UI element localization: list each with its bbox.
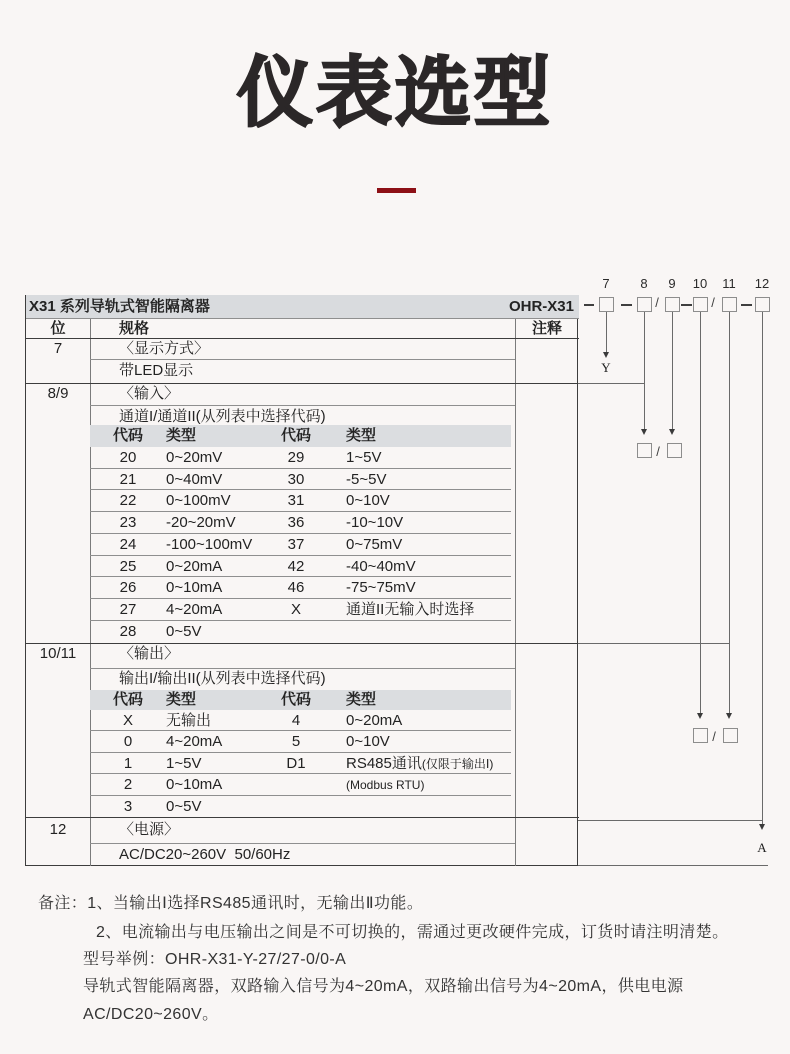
pos-value-7: 7 bbox=[53, 340, 63, 357]
digit-label-8: 8 bbox=[640, 276, 648, 291]
table-row bbox=[90, 490, 511, 512]
note-example-model: 型号举例：OHR-X31-Y-27/27-0/0-A bbox=[83, 951, 347, 968]
row-connector-power bbox=[578, 820, 762, 821]
table-row bbox=[90, 731, 511, 752]
table-row bbox=[90, 710, 511, 731]
note-line-1: 备注：1、当输出Ⅰ选择RS485通讯时，无输出Ⅱ功能。 bbox=[38, 895, 424, 912]
pos-value-8-9: 8/9 bbox=[47, 385, 69, 402]
note-example-desc-2: AC/DC20~260V。 bbox=[83, 1006, 219, 1023]
spec-label-output: 〈输出〉 bbox=[119, 645, 180, 662]
column-header-pos: 位 bbox=[50, 320, 66, 337]
output-table-header bbox=[90, 690, 511, 710]
code-cell: 31 bbox=[287, 492, 305, 510]
code-cell bbox=[256, 774, 336, 796]
type-cell: 0~10V bbox=[346, 492, 390, 510]
type-cell: -20~20mV bbox=[166, 514, 236, 532]
answer-box-11 bbox=[723, 728, 738, 743]
column-header-note: 注释 bbox=[531, 320, 562, 337]
col-type1: 类型 bbox=[166, 427, 197, 444]
digit-label-12: 12 bbox=[754, 276, 770, 291]
series-title: X31 系列导轨式智能隔离器 bbox=[29, 298, 210, 315]
table-row bbox=[90, 577, 511, 599]
arrow-down-icon bbox=[603, 352, 609, 358]
code-box-9 bbox=[665, 297, 680, 312]
col-type1: 类型 bbox=[166, 691, 197, 708]
table-line bbox=[26, 338, 579, 339]
output-code-table bbox=[90, 710, 511, 817]
code-cell: 1 bbox=[123, 754, 133, 772]
code-cell: 21 bbox=[119, 470, 137, 488]
answer-box-10 bbox=[693, 728, 708, 743]
input-code-table bbox=[90, 447, 511, 642]
col-type2: 类型 bbox=[346, 691, 377, 708]
code-cell bbox=[256, 621, 336, 643]
table-row bbox=[90, 753, 511, 774]
table-line bbox=[90, 405, 515, 406]
dash-separator bbox=[621, 304, 632, 306]
type-cell: 1~5V bbox=[346, 449, 382, 466]
code-cell: 36 bbox=[287, 514, 305, 532]
code-box-8 bbox=[637, 297, 652, 312]
type-cell bbox=[336, 710, 511, 732]
type-cell: -10~10V bbox=[346, 514, 404, 532]
type-cell: 0~20mA bbox=[166, 557, 223, 575]
type-cell: 0~100mV bbox=[166, 492, 231, 510]
slash-separator: / bbox=[656, 444, 660, 459]
type-cell: 4~20mA bbox=[166, 733, 223, 751]
type-text: RS485通讯 bbox=[346, 754, 422, 772]
column-divider bbox=[515, 318, 516, 866]
col-type2: 类型 bbox=[346, 427, 377, 444]
type-cell: 0~10mA bbox=[166, 776, 223, 794]
arrow-down-icon bbox=[641, 429, 647, 435]
table-row bbox=[90, 774, 511, 795]
col-code2: 代码 bbox=[280, 691, 311, 708]
table-row bbox=[90, 621, 511, 643]
table-bottom-extension bbox=[578, 865, 768, 866]
table-line bbox=[90, 359, 515, 360]
leader-line-7 bbox=[606, 312, 607, 352]
slash-separator: / bbox=[712, 729, 716, 744]
type-cell: -75~75mV bbox=[346, 579, 416, 597]
code-cell: 23 bbox=[119, 514, 137, 532]
page-title: 仪表选型 bbox=[237, 51, 553, 136]
type-cell: 0~5V bbox=[166, 797, 202, 815]
row-connector-output bbox=[578, 643, 729, 644]
digit-label-7: 7 bbox=[602, 276, 610, 291]
code-cell: X bbox=[122, 712, 133, 729]
type-cell: 0~5V bbox=[166, 622, 202, 640]
arrow-down-icon bbox=[669, 429, 675, 435]
code-cell: 27 bbox=[119, 601, 137, 619]
model-prefix: OHR-X31 bbox=[508, 298, 574, 315]
type-cell: -5~5V bbox=[346, 470, 387, 488]
dash-separator bbox=[584, 304, 594, 306]
code-cell: 29 bbox=[287, 449, 305, 466]
code-cell: 46 bbox=[287, 579, 305, 597]
code-cell: 22 bbox=[119, 492, 137, 510]
arrow-down-icon bbox=[697, 713, 703, 719]
code-cell: 3 bbox=[123, 797, 133, 815]
table-line bbox=[26, 318, 579, 319]
type-text: 0~20mA bbox=[346, 712, 403, 729]
leader-line-11 bbox=[729, 312, 730, 713]
title-underline-accent bbox=[377, 188, 416, 193]
type-text: 0~10V bbox=[346, 733, 390, 751]
col-code1: 代码 bbox=[112, 691, 143, 708]
table-row bbox=[90, 599, 511, 621]
spec-subtitle-input: 通道I/通道II(从列表中选择代码) bbox=[119, 408, 326, 425]
type-cell bbox=[336, 774, 511, 796]
column-header-spec: 规格 bbox=[119, 320, 150, 337]
table-line bbox=[90, 843, 515, 844]
code-cell: 2 bbox=[123, 776, 133, 794]
leader-line-8 bbox=[644, 312, 645, 429]
code-box-7 bbox=[599, 297, 614, 312]
type-note: (Modbus RTU) bbox=[346, 778, 425, 793]
code-cell: 0 bbox=[123, 733, 133, 751]
table-row bbox=[90, 534, 511, 556]
leader-line-12 bbox=[762, 312, 763, 824]
code-cell: 37 bbox=[287, 535, 305, 553]
answer-box-8 bbox=[637, 443, 652, 458]
type-cell bbox=[336, 796, 511, 817]
col-code2: 代码 bbox=[280, 427, 311, 444]
leader-line-9 bbox=[672, 312, 673, 429]
table-line bbox=[26, 817, 579, 818]
type-cell: -100~100mV bbox=[166, 535, 253, 553]
code-cell: 30 bbox=[287, 470, 305, 488]
spec-subtitle-output: 输出I/输出II(从列表中选择代码) bbox=[119, 670, 326, 687]
code-cell: 20 bbox=[119, 449, 137, 466]
spec-value-power: AC/DC20~260V 50/60Hz bbox=[119, 846, 291, 863]
arrow-down-icon bbox=[759, 824, 765, 830]
code-box-12 bbox=[755, 297, 770, 312]
table-row bbox=[90, 512, 511, 534]
digit-label-9: 9 bbox=[668, 276, 676, 291]
slash-separator: / bbox=[655, 295, 659, 310]
input-table-header bbox=[90, 425, 511, 447]
spec-value-display: 带LED显示 bbox=[119, 362, 194, 379]
type-cell: 通道II无输入时选择 bbox=[346, 601, 475, 619]
type-cell: 0~20mV bbox=[166, 449, 223, 466]
dash-separator bbox=[681, 304, 692, 306]
type-cell: 0~75mV bbox=[346, 535, 403, 553]
table-row bbox=[90, 796, 511, 817]
table-title-bar bbox=[26, 295, 579, 318]
pos-value-10-11: 10/11 bbox=[39, 645, 77, 662]
code-cell: D1 bbox=[286, 754, 306, 772]
note-example-desc: 导轨式智能隔离器，双路输入信号为4~20mA，双路输出信号为4~20mA，供电电源 bbox=[83, 978, 684, 995]
code-cell: 25 bbox=[119, 557, 137, 575]
type-cell bbox=[336, 621, 511, 643]
type-note: (仅限于输出Ⅰ) bbox=[421, 756, 494, 771]
code-cell: X bbox=[290, 601, 301, 619]
table-row bbox=[90, 469, 511, 491]
table-row bbox=[90, 447, 511, 469]
selection-table bbox=[25, 295, 578, 866]
digit-label-11: 11 bbox=[722, 276, 736, 291]
slash-separator: / bbox=[711, 295, 715, 310]
code-cell: 42 bbox=[287, 557, 305, 575]
dash-separator bbox=[741, 304, 752, 306]
code-cell: 24 bbox=[119, 535, 137, 553]
type-cell: 0~10mA bbox=[166, 579, 223, 597]
table-row bbox=[90, 556, 511, 578]
table-line bbox=[26, 383, 579, 384]
table-line bbox=[26, 643, 579, 644]
code-cell: 28 bbox=[119, 622, 137, 640]
code-cell bbox=[256, 796, 336, 817]
code-box-10 bbox=[693, 297, 708, 312]
type-cell: 4~20mA bbox=[166, 601, 223, 619]
type-cell: 0~40mV bbox=[166, 470, 223, 488]
type-cell: 无输出 bbox=[166, 712, 212, 729]
spec-label-display: 〈显示方式〉 bbox=[119, 340, 210, 357]
code-cell: 4 bbox=[291, 712, 301, 729]
code-cell: 26 bbox=[119, 579, 137, 597]
row-connector-input bbox=[578, 383, 644, 384]
pos-value-12: 12 bbox=[49, 821, 67, 838]
type-cell bbox=[336, 753, 511, 775]
code-cell: 5 bbox=[291, 733, 301, 751]
display-code-label: Y bbox=[601, 360, 611, 375]
arrow-down-icon bbox=[726, 713, 732, 719]
digit-label-10: 10 bbox=[692, 276, 708, 291]
code-box-11 bbox=[722, 297, 737, 312]
power-code-label: A bbox=[757, 840, 767, 855]
col-code1: 代码 bbox=[112, 427, 143, 444]
type-cell bbox=[336, 731, 511, 753]
note-line-2: 2、电流输出与电压输出之间是不可切换的，需通过更改硬件完成，订货时请注明清楚。 bbox=[96, 924, 729, 941]
spec-label-input: 〈输入〉 bbox=[119, 385, 180, 402]
spec-label-power: 〈电源〉 bbox=[119, 821, 180, 838]
leader-line-10 bbox=[700, 312, 701, 713]
type-cell: -40~40mV bbox=[346, 557, 416, 575]
type-cell: 1~5V bbox=[166, 754, 202, 772]
answer-box-9 bbox=[667, 443, 682, 458]
